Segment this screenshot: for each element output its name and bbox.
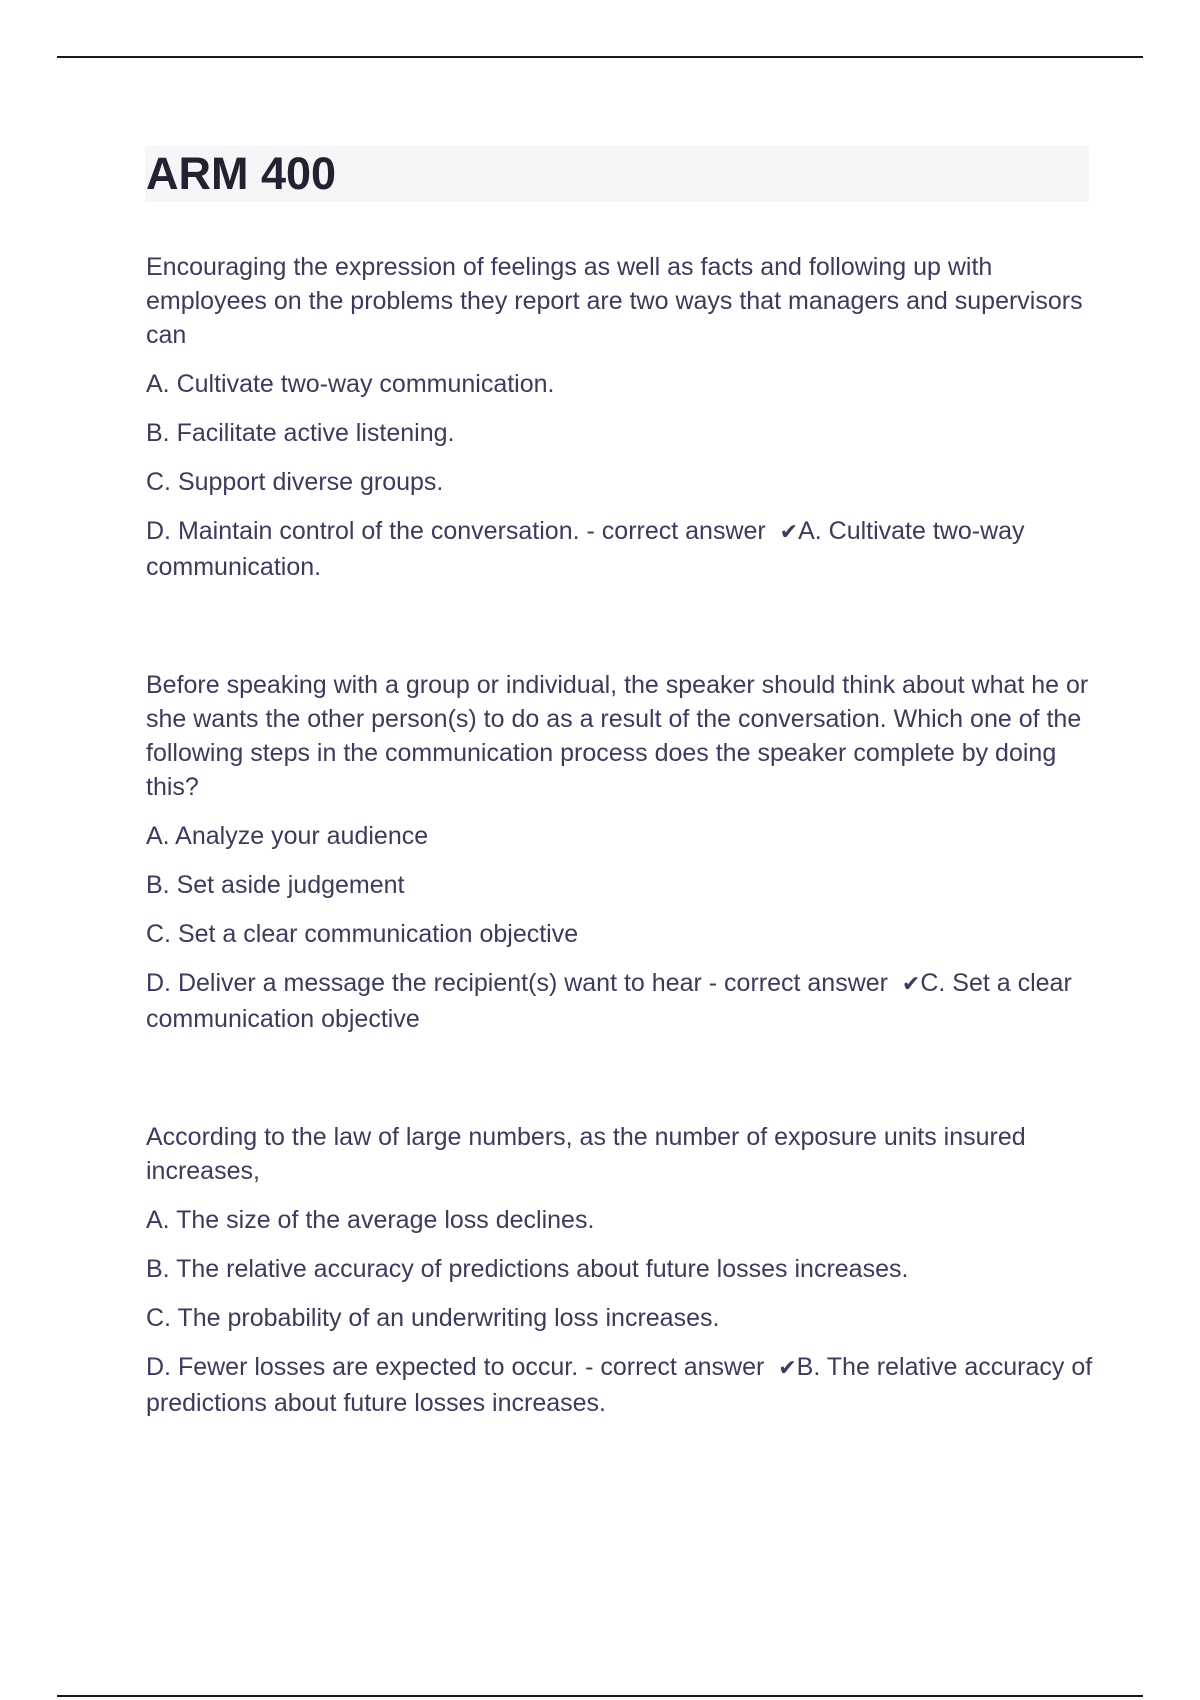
option-b: B. The relative accuracy of predictions about future losses increases. [146, 1255, 909, 1283]
option-d-with-answer [146, 514, 1096, 584]
check-mark-icon: ✔ [779, 520, 799, 545]
question-block [146, 668, 1096, 1036]
question-text: Before speaking with a group or individual, the speaker should think about what he or she wants the other person(s) to do as a result of the conversation. Which one of the following steps in the communication process does the speaker complete by doing this? [146, 671, 1089, 801]
answer-label: - correct answer [586, 517, 766, 545]
check-mark-icon: ✔ [778, 1356, 797, 1381]
option-d-with-answer [146, 966, 1096, 1036]
option-b: B. Set aside judgement [146, 871, 405, 899]
option-b: B. Facilitate active listening. [146, 419, 455, 447]
bottom-rule [57, 1695, 1143, 1697]
correct-answer: B. The relative accuracy of predictions about future losses increases. [146, 1353, 1093, 1417]
check-mark-icon: ✔ [901, 972, 921, 997]
option-a: A. Cultivate two-way communication. [146, 370, 555, 398]
question-text: According to the law of large numbers, as the number of exposure units insured increases, [146, 1123, 1026, 1185]
option-d-with-answer [146, 1350, 1096, 1420]
document-body [146, 250, 1096, 1504]
option-a: A. The size of the average loss declines. [146, 1206, 595, 1234]
question-block [146, 250, 1096, 584]
option-c: C. The probability of an underwriting loss increases. [146, 1304, 720, 1332]
correct-answer: C. Set a clear communication objective [146, 969, 1072, 1033]
option-c: C. Support diverse groups. [146, 468, 444, 496]
option-d: D. Fewer losses are expected to occur. [146, 1353, 579, 1381]
answer-label: - correct answer [708, 969, 888, 997]
option-a: A. Analyze your audience [146, 822, 429, 850]
option-c: C. Set a clear communication objective [146, 920, 579, 948]
question-block [146, 1120, 1096, 1420]
option-d: D. Maintain control of the conversation. [146, 517, 580, 545]
correct-answer: A. Cultivate two-way communication. [146, 517, 1025, 581]
answer-label: - correct answer [585, 1353, 765, 1381]
option-d: D. Deliver a message the recipient(s) want to hear [146, 969, 702, 997]
document-title: ARM 400 [146, 148, 337, 199]
top-rule [57, 56, 1143, 58]
question-text: Encouraging the expression of feelings as well as facts and following up with employees on the problems they report are two ways that managers and supervisors can [146, 253, 1083, 349]
